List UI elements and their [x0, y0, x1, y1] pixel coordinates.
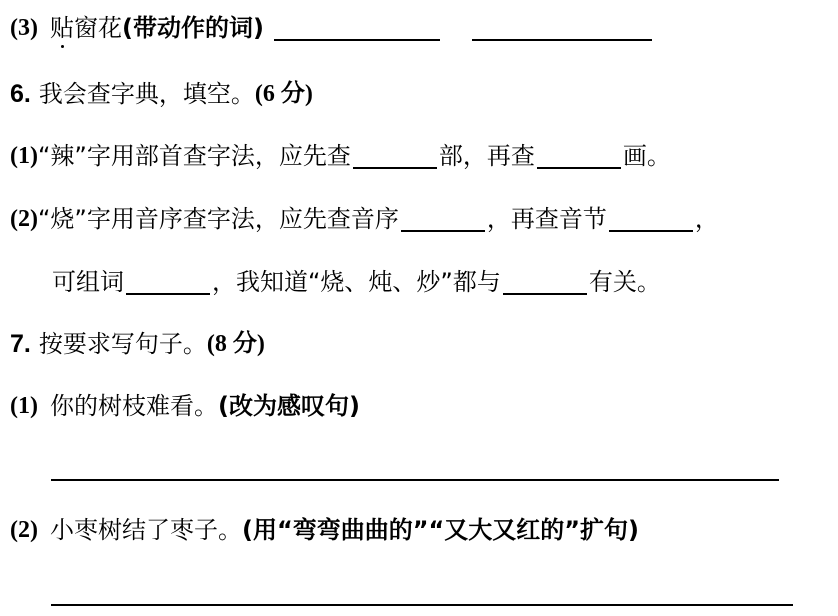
- answer-line-2[interactable]: [51, 604, 793, 606]
- q7-item2-line: [10, 510, 639, 550]
- item-text-a: 字用音序查字法，应先查音序: [86, 205, 399, 233]
- item-hint: (用“弯弯曲曲的”“又大又红的”扩句): [241, 516, 640, 544]
- item-number: (3): [10, 15, 38, 41]
- item-hint: (改为感叹句): [217, 392, 360, 420]
- item-text-a: 字用部首查字法，应先查: [86, 142, 351, 170]
- item-text-e: ，我知道“烧、炖、炒”都与: [212, 268, 501, 296]
- q7-heading: [10, 324, 265, 364]
- item-hint: (带动作的词): [121, 14, 264, 42]
- item-text: 窗花: [73, 14, 122, 42]
- answer-line-1[interactable]: [51, 479, 779, 481]
- item-sentence: 你的树枝难看。: [49, 392, 218, 420]
- question-dot: .: [23, 329, 31, 358]
- question-title: 我会查字典，填空。: [38, 80, 255, 108]
- answer-blank-radical[interactable]: [353, 143, 437, 169]
- item-number: (1): [10, 393, 38, 419]
- item-text-b: 部，再查: [438, 142, 535, 170]
- item-text-c: ，: [694, 205, 719, 233]
- q6-heading: [10, 74, 313, 114]
- item-text-d: 可组词: [52, 268, 124, 296]
- quoted-char: “辣”: [37, 142, 87, 170]
- item-number: (2): [10, 206, 38, 232]
- question-number: 6: [10, 79, 24, 108]
- item-text-c: 画。: [622, 142, 671, 170]
- question-title: 按要求写句子。: [38, 330, 207, 358]
- item-number: (1): [10, 143, 38, 169]
- answer-blank-syllable[interactable]: [609, 206, 693, 232]
- q3-item-line: [10, 8, 654, 48]
- answer-blank-2[interactable]: [472, 15, 652, 41]
- answer-blank-related[interactable]: [503, 269, 587, 295]
- item-sentence: 小枣树结了枣子。: [49, 516, 242, 544]
- question-number: 7: [10, 329, 24, 358]
- question-dot: .: [23, 79, 31, 108]
- item-number: (2): [10, 517, 38, 543]
- item-text-f: 有关。: [588, 268, 661, 296]
- q7-item1-line: [10, 386, 360, 426]
- answer-blank-word[interactable]: [126, 269, 210, 295]
- emphasis-char: 贴: [49, 14, 74, 42]
- q6-item2-line2: [52, 262, 661, 302]
- q6-item2-line1: [10, 199, 719, 239]
- quoted-char: “烧”: [37, 205, 87, 233]
- question-score: (8 分): [206, 331, 265, 357]
- q6-item1-line: [10, 136, 671, 176]
- question-score: (6 分): [254, 81, 313, 107]
- answer-blank-1[interactable]: [274, 15, 440, 41]
- answer-blank-strokes[interactable]: [537, 143, 621, 169]
- answer-blank-initial[interactable]: [401, 206, 485, 232]
- item-text-b: ，再查音节: [486, 205, 607, 233]
